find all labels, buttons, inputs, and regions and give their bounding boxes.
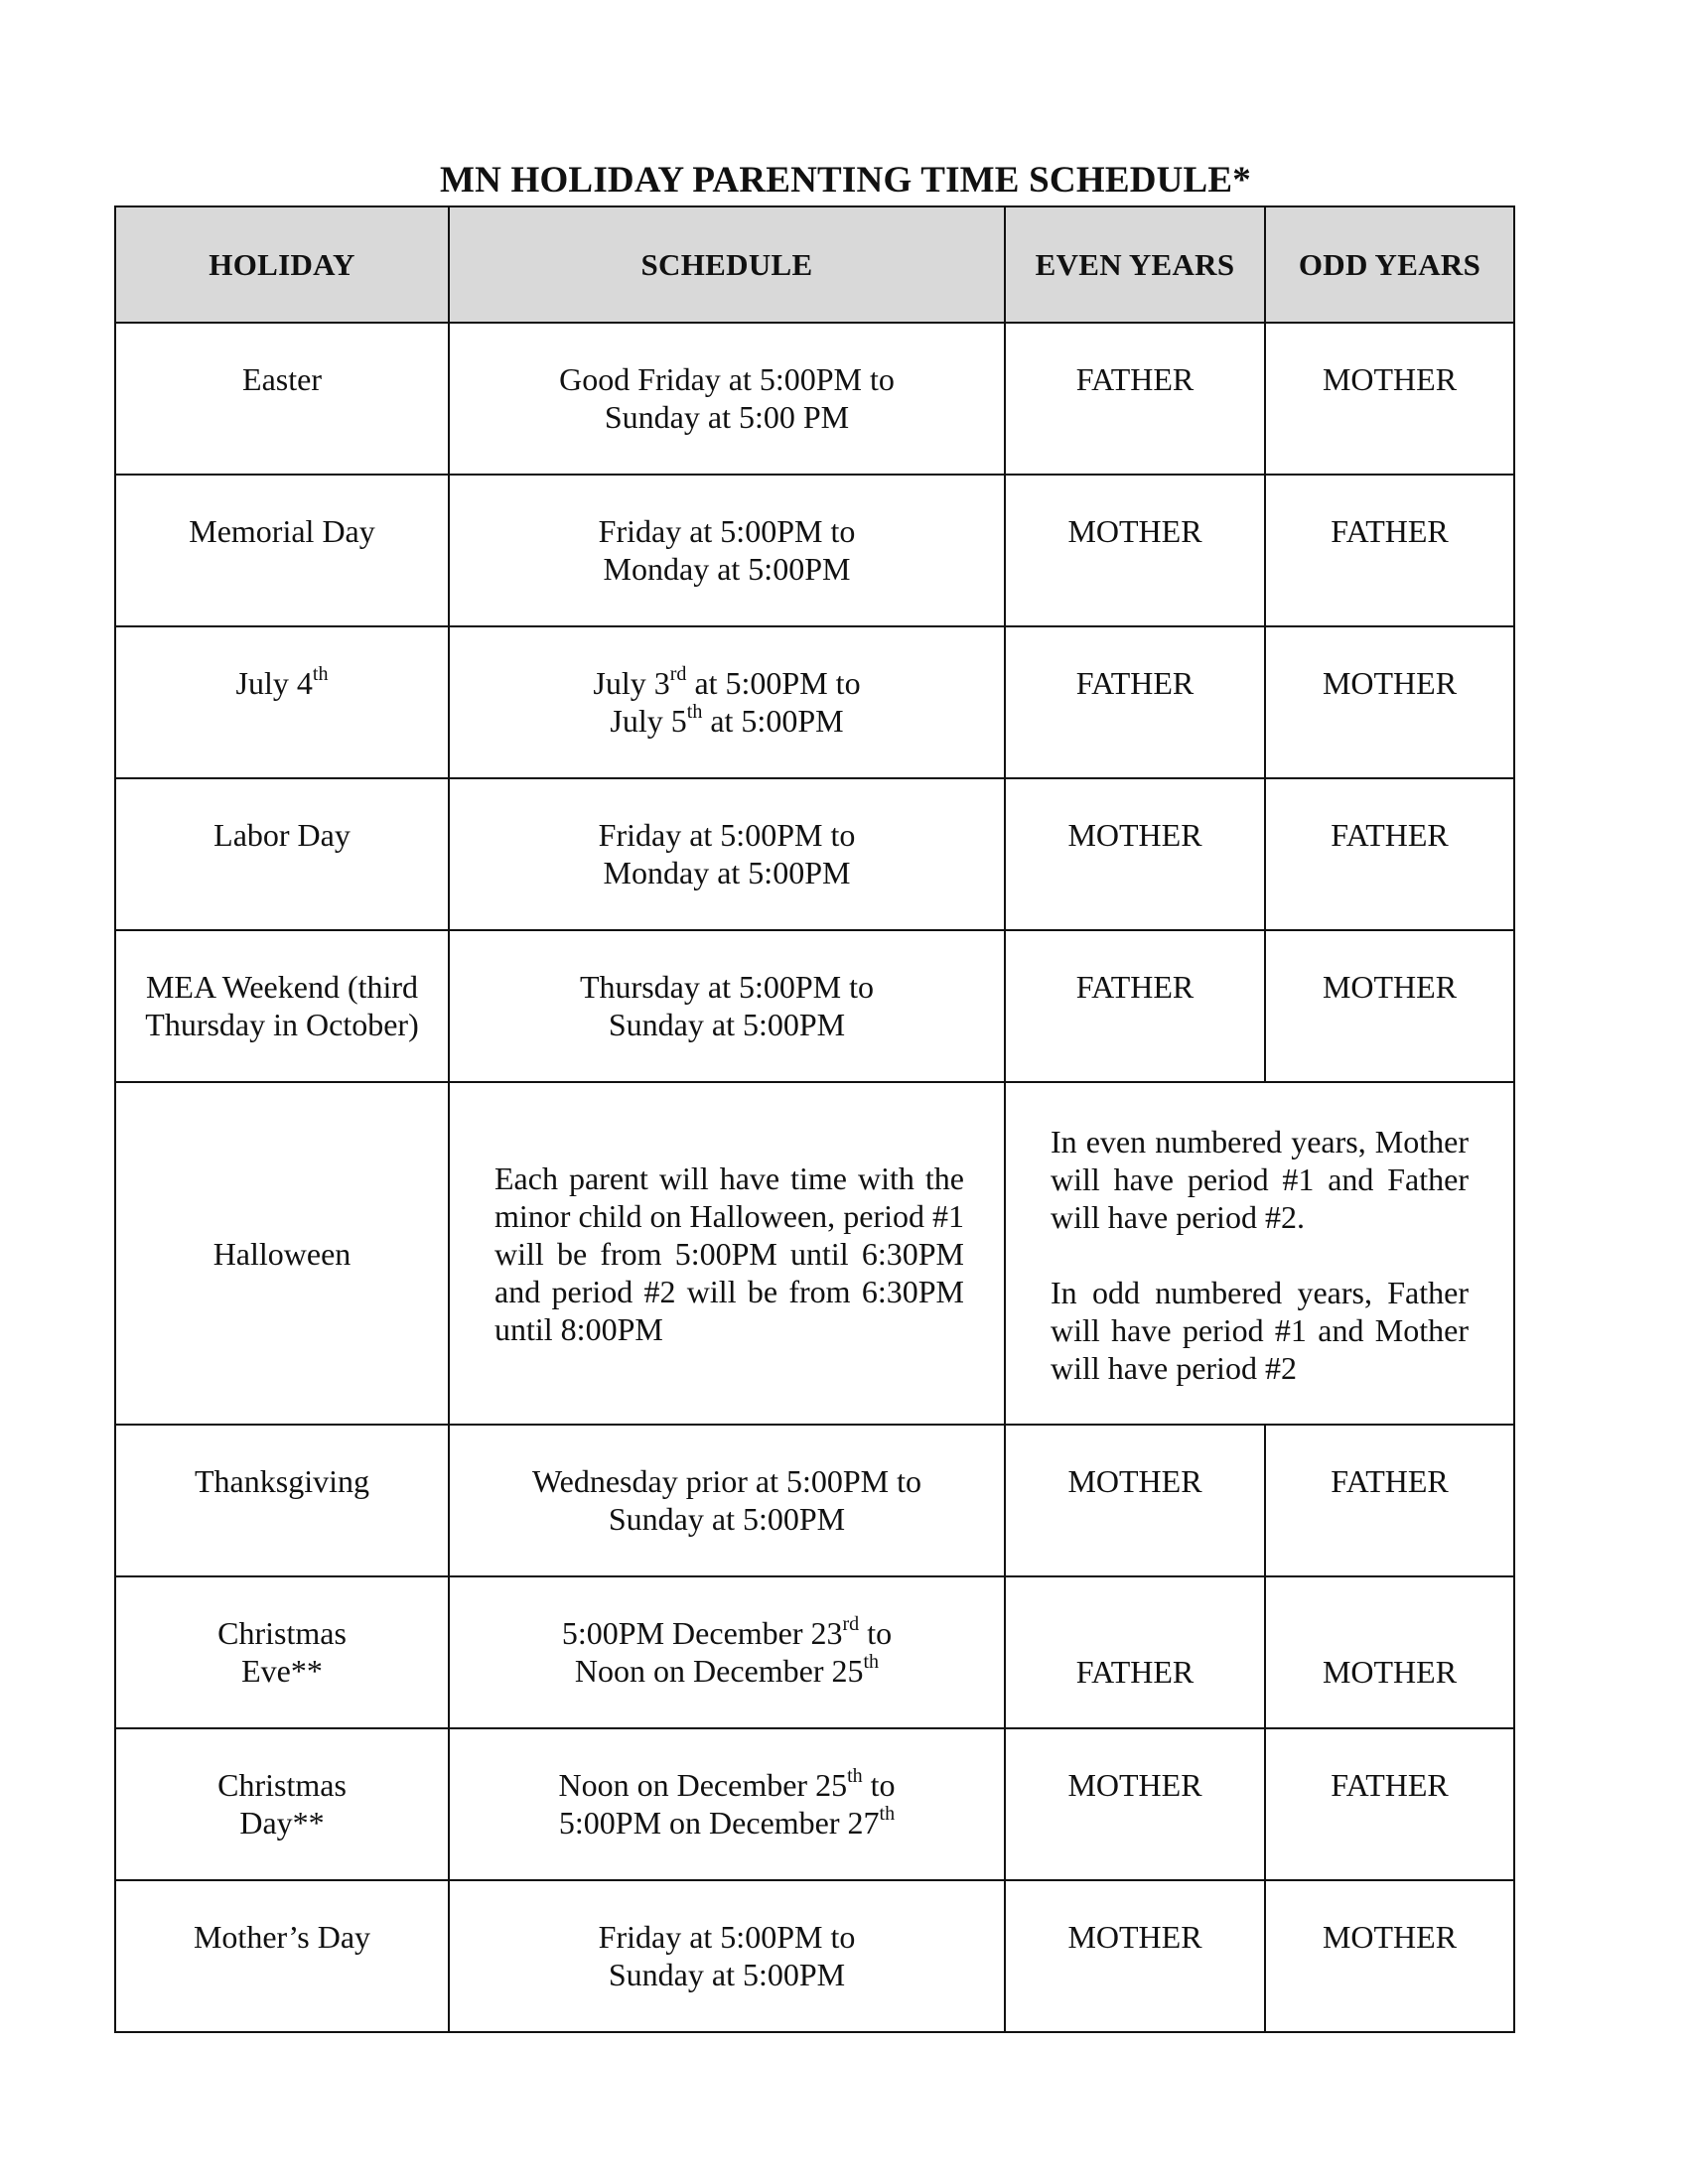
even-years-cell: FATHER <box>1005 626 1265 778</box>
schedule-line: Friday at 5:00PM to <box>598 817 856 853</box>
row-thanksgiving <box>115 1425 1514 1576</box>
schedule-line: Good Friday at 5:00PM to <box>559 361 895 397</box>
holiday-cell <box>115 1576 449 1728</box>
odd-years-cell: MOTHER <box>1265 930 1514 1082</box>
schedule-line <box>470 702 984 740</box>
even-years-note: In even numbered years, Mother will have period #1 and Father will have period #2. <box>1051 1124 1469 1235</box>
ordinal-suffix: rd <box>669 663 687 685</box>
row-christmas-eve <box>115 1576 1514 1728</box>
holiday-line: MEA Weekend (third <box>145 969 419 1005</box>
even-years-cell: MOTHER <box>1005 475 1265 626</box>
odd-years-cell: MOTHER <box>1265 1576 1514 1728</box>
schedule-line: Monday at 5:00PM <box>603 855 851 890</box>
schedule-line <box>470 1804 984 1842</box>
holiday-line: Christmas <box>217 1767 347 1803</box>
odd-years-cell: FATHER <box>1265 475 1514 626</box>
years-assignment-cell <box>1005 1082 1514 1425</box>
odd-years-note: In odd numbered years, Father will have period #1 and Mother will have period #2 <box>1051 1275 1469 1386</box>
header-holiday: HOLIDAY <box>115 206 449 323</box>
schedule-line: Monday at 5:00PM <box>603 551 851 587</box>
even-years-cell: FATHER <box>1005 1576 1265 1728</box>
header-schedule: SCHEDULE <box>449 206 1005 323</box>
holiday-label <box>136 664 428 702</box>
schedule-line <box>470 1614 984 1652</box>
odd-years-cell: MOTHER <box>1265 626 1514 778</box>
schedule-line <box>470 664 984 702</box>
even-years-cell: MOTHER <box>1005 1880 1265 2032</box>
schedule-line: Sunday at 5:00PM <box>608 1501 846 1537</box>
row-easter <box>115 323 1514 475</box>
schedule-line: Friday at 5:00PM to <box>598 1919 856 1955</box>
schedule-text: at 5:00PM to <box>686 665 861 701</box>
schedule-cell <box>449 626 1005 778</box>
schedule-cell <box>449 475 1005 626</box>
even-years-cell: MOTHER <box>1005 1728 1265 1880</box>
odd-years-cell: FATHER <box>1265 778 1514 930</box>
row-july-4th <box>115 626 1514 778</box>
ordinal-suffix: rd <box>842 1613 860 1635</box>
schedule-text: at 5:00PM <box>702 703 844 739</box>
holiday-line: Christmas <box>217 1615 347 1651</box>
schedule-cell <box>449 1880 1005 2032</box>
holiday-cell: Labor Day <box>115 778 449 930</box>
holiday-text: July 4 <box>235 665 313 701</box>
schedule-line: Sunday at 5:00PM <box>608 1957 846 1992</box>
holiday-cell <box>115 930 449 1082</box>
header-odd-years: ODD YEARS <box>1265 206 1514 323</box>
schedule-cell <box>449 1728 1005 1880</box>
odd-years-cell: MOTHER <box>1265 1880 1514 2032</box>
schedule-cell <box>449 930 1005 1082</box>
holiday-cell <box>115 626 449 778</box>
holiday-line: Day** <box>239 1805 325 1841</box>
schedule-line: Sunday at 5:00PM <box>608 1007 846 1042</box>
schedule-text: to <box>862 1767 896 1803</box>
odd-years-cell: FATHER <box>1265 1425 1514 1576</box>
holiday-cell: Thanksgiving <box>115 1425 449 1576</box>
schedule-cell <box>449 1425 1005 1576</box>
schedule-text: July 3 <box>593 665 670 701</box>
schedule-line: Sunday at 5:00 PM <box>604 399 850 435</box>
row-memorial-day <box>115 475 1514 626</box>
row-halloween <box>115 1082 1514 1425</box>
schedule-line: Friday at 5:00PM to <box>598 513 856 549</box>
ordinal-suffix: th <box>847 1765 863 1787</box>
holiday-cell: Mother’s Day <box>115 1880 449 2032</box>
odd-years-cell: FATHER <box>1265 1728 1514 1880</box>
holiday-cell: Halloween <box>115 1082 449 1425</box>
schedule-line: Wednesday prior at 5:00PM to <box>531 1463 922 1499</box>
ordinal-suffix: th <box>686 701 703 723</box>
schedule-text: 5:00PM December 23 <box>561 1615 843 1651</box>
schedule-cell: Each parent will have time with the minor child on Halloween, period #1 will be from 5:00PM until 6:30PM and period #2 will be from 6:30PM until 8:00PM <box>449 1082 1005 1425</box>
row-labor-day <box>115 778 1514 930</box>
schedule-line: Thursday at 5:00PM to <box>580 969 874 1005</box>
header-row <box>115 206 1514 323</box>
holiday-line: Eve** <box>241 1653 323 1689</box>
row-mothers-day <box>115 1880 1514 2032</box>
holiday-schedule-table <box>114 205 1515 2033</box>
schedule-line <box>470 1652 984 1690</box>
row-mea-weekend <box>115 930 1514 1082</box>
schedule-text: July 5 <box>610 703 687 739</box>
even-years-cell: FATHER <box>1005 930 1265 1082</box>
even-years-cell: MOTHER <box>1005 1425 1265 1576</box>
holiday-cell: Easter <box>115 323 449 475</box>
schedule-text: Noon on December 25 <box>558 1767 848 1803</box>
schedule-cell <box>449 323 1005 475</box>
odd-years-cell: MOTHER <box>1265 323 1514 475</box>
ordinal-suffix: th <box>312 663 329 685</box>
schedule-line <box>470 1766 984 1804</box>
schedule-cell <box>449 778 1005 930</box>
schedule-text: Noon on December 25 <box>574 1653 864 1689</box>
holiday-cell: Memorial Day <box>115 475 449 626</box>
page-title: MN HOLIDAY PARENTING TIME SCHEDULE* <box>439 160 1251 201</box>
ordinal-suffix: th <box>879 1803 896 1825</box>
holiday-line: Thursday in October) <box>145 1007 419 1042</box>
row-christmas-day <box>115 1728 1514 1880</box>
ordinal-suffix: th <box>863 1651 880 1673</box>
even-years-cell: MOTHER <box>1005 778 1265 930</box>
even-years-cell: FATHER <box>1005 323 1265 475</box>
schedule-text: 5:00PM on December 27 <box>558 1805 880 1841</box>
schedule-text: to <box>859 1615 893 1651</box>
schedule-cell <box>449 1576 1005 1728</box>
header-even-years: EVEN YEARS <box>1005 206 1265 323</box>
holiday-cell <box>115 1728 449 1880</box>
